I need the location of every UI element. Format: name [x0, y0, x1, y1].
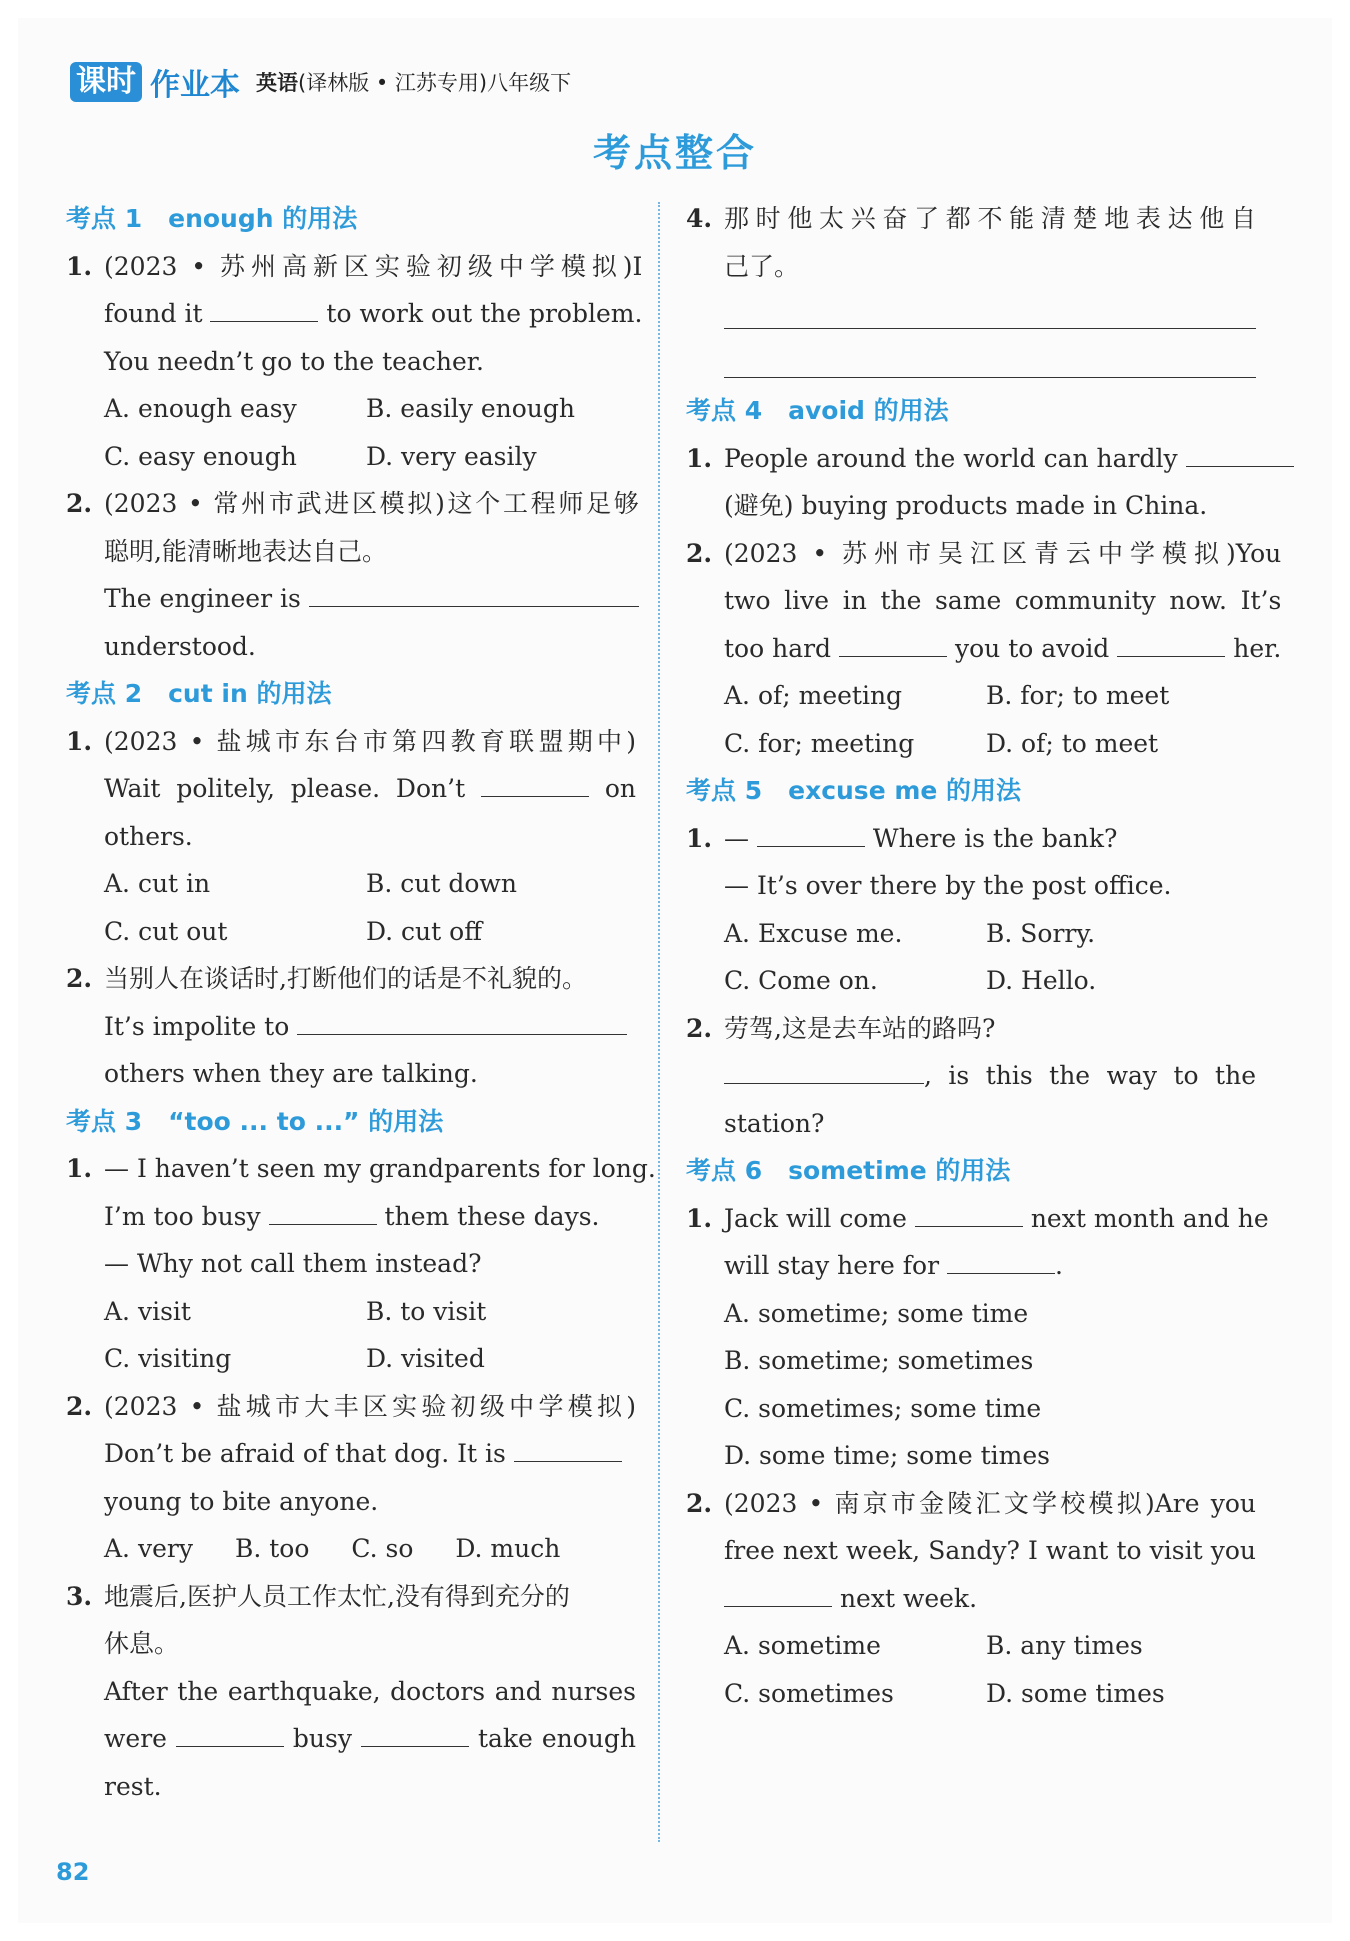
answer-option: D. some time; some times — [724, 1441, 1050, 1470]
question-item: 1. — Where is the bank? — It’s over there by the post office. A. Excuse me. B. Sorry. C. Come on. D. Hello. — [686, 815, 1256, 1005]
answer-options: A. cut in B. cut down — [104, 869, 517, 898]
answer-blank[interactable] — [481, 766, 589, 797]
question-item: 2. (2023 • 南京市金陵汇文学校模拟)Are you free next week, Sandy? I want to visit you next week. A. sometime B. any times C. sometimes D. some times — [686, 1480, 1256, 1718]
answer-blank[interactable] — [309, 576, 639, 607]
answer-options: A. enough easy B. easily enough — [104, 394, 576, 423]
page-title: 考点整合 — [592, 131, 757, 175]
answer-blank[interactable] — [210, 291, 318, 322]
question-item: 1. Jack will come next month and he will stay here for . A. sometime; some time B. sometime; sometimes C. sometimes; some time D. some time; some times — [686, 1195, 1256, 1480]
answer-blank[interactable] — [947, 1243, 1055, 1274]
answer-line[interactable] — [724, 339, 1256, 378]
answer-options: A. sometime B. any times — [724, 1631, 1143, 1660]
column-divider — [658, 202, 660, 1842]
answer-option: B. sometime; sometimes — [724, 1346, 1034, 1375]
answer-line[interactable] — [724, 290, 1256, 329]
question-item: 2. 当别人在谈话时,打断他们的话是不礼貌的。 It’s impolite to others when they are talking. — [66, 955, 636, 1098]
question-item: 1. (2023 • 苏州高新区实验初级中学模拟)I found it to work out the problem. You needn’t go to the teacher. A. enough easy B. easily enough C. easy enough D. very easily — [66, 243, 636, 481]
right-column — [686, 195, 1282, 1717]
answer-options: A. Excuse me. B. Sorry. — [724, 918, 1096, 948]
section-heading: 考点 3 “too ... to ...” 的用法 — [66, 1106, 444, 1136]
answer-options: A. visit B. to visit — [104, 1296, 487, 1326]
answer-blank[interactable] — [724, 1576, 832, 1607]
section-heading: 考点 4 avoid 的用法 — [686, 396, 949, 425]
answer-options: C. visiting D. visited — [104, 1344, 485, 1373]
answer-blank[interactable] — [757, 816, 865, 847]
answer-blank[interactable] — [514, 1431, 622, 1462]
answer-options: C. sometimes D. some times — [724, 1678, 1165, 1708]
answer-options: A. very B. too C. so D. much — [104, 1534, 561, 1563]
answer-blank[interactable] — [839, 626, 947, 657]
section-heading: 考点 1 enough 的用法 — [66, 204, 358, 233]
left-column — [66, 195, 656, 1810]
answer-options: C. for; meeting D. of; to meet — [724, 728, 1159, 758]
question-item: 2. 劳驾,这是去车站的路吗? , is this the way to the station? — [686, 1013, 1256, 1138]
question-item: 1. People around the world can hardly (避免) buying products made in China. — [686, 435, 1256, 530]
answer-blank[interactable] — [1186, 436, 1294, 467]
question-item: 1. — I haven’t seen my grandparents for long. I’m too busy them these days. — Why not call them instead? A. visit B. to visit C. visiting D. visited — [66, 1145, 636, 1383]
answer-blank[interactable] — [1117, 626, 1225, 657]
answer-blank[interactable] — [724, 1053, 924, 1084]
question-item: 2. (2023 • 苏州市吴江区青云中学模拟)You two live in the same community now. It’s too hard you to avoid her. A. of; meeting B. for; to meet C. for; meeting D. of; to meet — [686, 530, 1256, 768]
subject-label: 英语(译林版 • 江苏专用)八年级下 — [256, 71, 572, 95]
answer-blank[interactable] — [269, 1194, 377, 1225]
answer-option: C. sometimes; some time — [724, 1393, 1042, 1423]
question-item: 2. (2023 • 常州市武进区模拟)这个工程师足够 聪明,能清晰地表达自己。 The engineer is understood. — [66, 489, 639, 661]
answer-blank[interactable] — [176, 1716, 284, 1747]
answer-options: C. cut out D. cut off — [104, 916, 482, 946]
question-item: 3. 地震后,医护人员工作太忙,没有得到充分的 休息。 After the earthquake, doctors and nurses were busy take enough rest. — [66, 1581, 636, 1801]
answer-blank[interactable] — [297, 1004, 627, 1035]
question-item: 1. (2023 • 盐城市东台市第四教育联盟期中) Wait politely, please. Don’t on others. A. cut in B. cut down C. cut out D. cut off — [66, 718, 636, 956]
series-name: 作业本 — [150, 68, 240, 103]
book-header — [70, 62, 571, 102]
answer-blank[interactable] — [915, 1196, 1023, 1227]
section-heading: 考点 5 excuse me 的用法 — [686, 776, 1022, 805]
section-heading: 考点 2 cut in 的用法 — [66, 679, 332, 708]
answer-blank[interactable] — [361, 1716, 469, 1747]
section-heading: 考点 6 sometime 的用法 — [686, 1156, 1011, 1185]
answer-option: A. sometime; some time — [724, 1298, 1029, 1328]
question-item: 2. (2023 • 盐城市大丰区实验初级中学模拟) Don’t be afraid of that dog. It is young to bite anyone. A. very B. too C. so D. much — [66, 1383, 636, 1573]
answer-options: C. Come on. D. Hello. — [724, 966, 1097, 995]
page-number: 82 — [56, 1858, 90, 1886]
question-item: 4. 那时他太兴奋了都不能清楚地表达他自 己了。 — [686, 204, 1256, 281]
series-logo: 课时 — [70, 62, 142, 102]
answer-options: C. easy enough D. very easily — [104, 441, 537, 471]
answer-options: A. of; meeting B. for; to meet — [724, 681, 1170, 710]
